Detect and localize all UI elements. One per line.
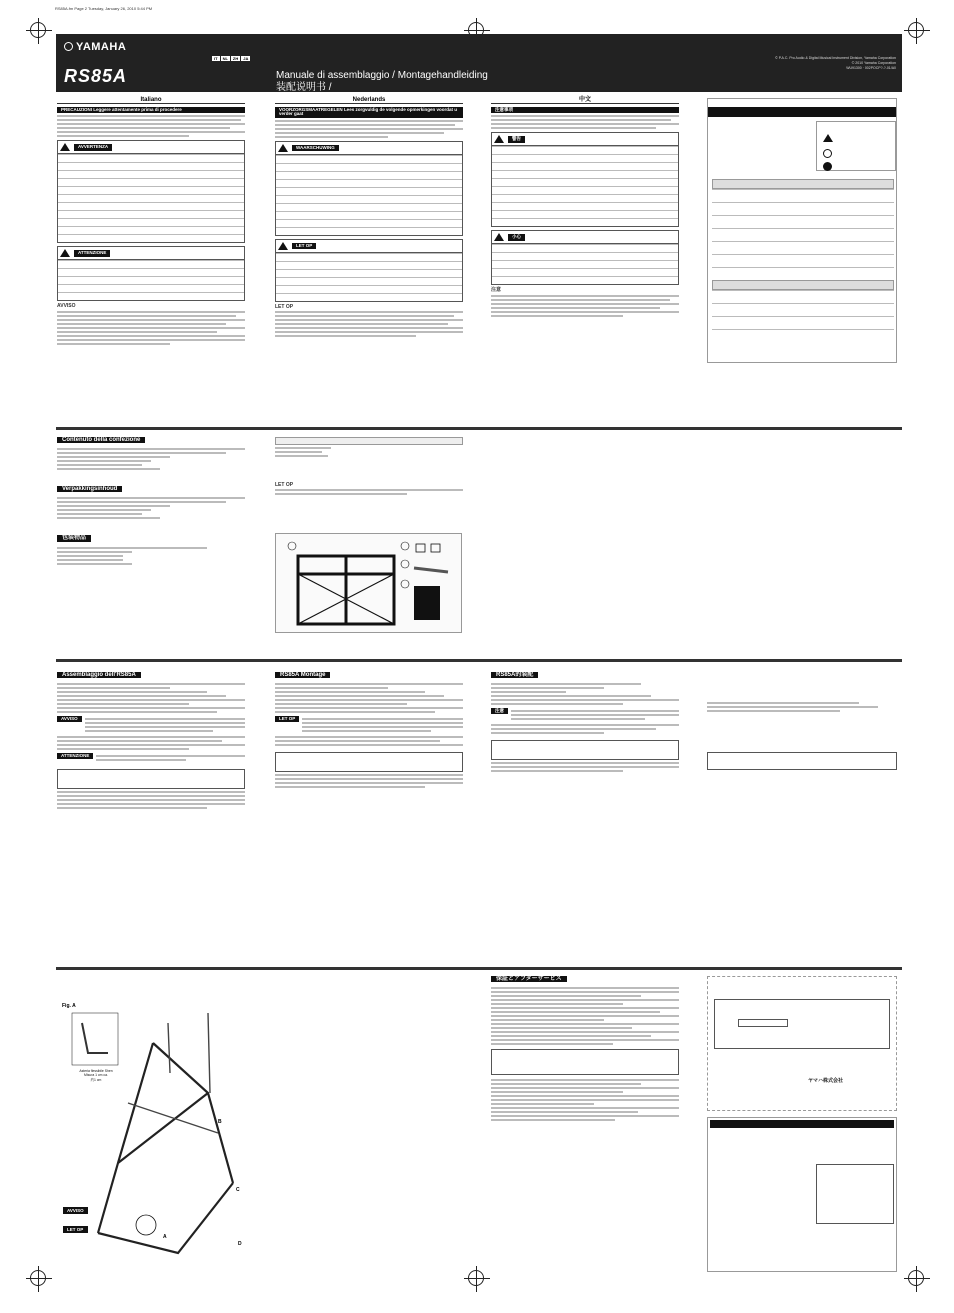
column-heading: Italiano xyxy=(57,98,245,104)
label-d: D xyxy=(238,1241,242,1247)
text-block xyxy=(57,497,245,519)
mandatory-icon xyxy=(823,162,832,171)
assembly-zh xyxy=(491,672,679,774)
text-block xyxy=(57,791,245,809)
caution-box xyxy=(57,246,245,301)
copyright-line: WU91300 · 002POCP?-?-01/A0 xyxy=(846,66,896,70)
text-block xyxy=(707,702,897,712)
copyright-line: © 2010 Yamaha Corporation xyxy=(851,61,896,65)
text-block xyxy=(57,683,245,713)
warning-box xyxy=(491,132,679,227)
info-box xyxy=(57,769,245,789)
caution-triangle-icon xyxy=(494,233,504,241)
rack-assembly-drawing xyxy=(58,983,258,1273)
crop-mark-icon xyxy=(908,22,924,38)
fig-caption xyxy=(66,1069,126,1082)
warning-label: AVVERTENZA xyxy=(74,144,112,150)
caution-label: ATTENZIONE xyxy=(74,250,110,256)
column-heading: Nederlands xyxy=(275,98,463,104)
notice-heading: AVVISO xyxy=(57,303,76,310)
warranty-card xyxy=(707,976,897,1111)
section-divider xyxy=(56,427,902,430)
service-section xyxy=(491,976,679,1123)
contents-title-zh: 包装物品 xyxy=(57,535,91,541)
title-line: Manuale di assemblaggio / Montagehandleiding xyxy=(276,70,488,81)
text-block xyxy=(275,489,463,495)
notice-label: LET OP xyxy=(63,1226,88,1233)
lang-badge: NL xyxy=(222,56,228,61)
text-block xyxy=(275,447,463,457)
text-block xyxy=(275,683,463,713)
caption-line: 约1 cm xyxy=(90,1077,102,1082)
info-box xyxy=(707,752,897,770)
assembly-title-nl: RS85A Montage xyxy=(275,672,330,678)
warning-label: 警告 xyxy=(508,136,525,142)
notice-heading: 注意 xyxy=(491,287,502,294)
precautions-subtitle: Leggere attentamente prima di procedere xyxy=(93,107,182,113)
japanese-precautions xyxy=(707,98,897,363)
contents-continued xyxy=(275,437,463,497)
rack-frame-illustration xyxy=(276,534,463,634)
company-name: ヤマハ株式会社 xyxy=(808,1078,843,1084)
caption-line: Asteria flessibile Shen xyxy=(79,1069,113,1073)
caution-label: ATTENZIONE xyxy=(57,753,93,759)
notice-label: AVVISO xyxy=(57,716,82,722)
text-block xyxy=(491,115,679,129)
assembly-ja xyxy=(707,700,897,770)
warning-triangle-icon xyxy=(494,135,504,143)
assembly-it xyxy=(57,672,245,811)
copyright-line: © P.A.C. Pro Audio & Digital Musical Instrument Division, Yamaha Corporation xyxy=(775,56,896,60)
page-header xyxy=(56,34,902,92)
warning-box xyxy=(275,141,463,236)
info-box xyxy=(275,752,463,772)
print-slug: RS85A.fm Page 2 Tuesday, January 26, 2010 5:44 PM xyxy=(55,6,153,11)
prohibited-icon xyxy=(823,149,832,158)
page-title xyxy=(276,70,488,94)
text-block xyxy=(57,547,245,565)
dutch-precautions xyxy=(275,98,463,339)
warning-label: WAARSCHUWING xyxy=(292,145,339,151)
text-block xyxy=(491,987,679,1045)
model-name: RS85A xyxy=(64,66,128,86)
language-badges xyxy=(212,56,250,61)
text-block xyxy=(275,311,463,337)
section-divider xyxy=(56,659,902,662)
notice-heading: LET OP xyxy=(275,482,294,488)
warranty-terms xyxy=(707,1117,897,1272)
caution-box xyxy=(275,239,463,302)
notice-heading: LET OP xyxy=(275,303,294,310)
contents-diagram xyxy=(275,533,462,633)
contents-section xyxy=(57,437,245,567)
caution-triangle-icon xyxy=(278,242,288,250)
tuning-fork-icon xyxy=(64,42,73,51)
text-block xyxy=(57,736,245,750)
text-block xyxy=(57,115,245,137)
crop-mark-icon xyxy=(30,1270,46,1286)
brand-logo xyxy=(64,41,126,53)
caution-box xyxy=(491,230,679,285)
info-box xyxy=(491,740,679,760)
label-a: A xyxy=(163,1234,167,1240)
text-block xyxy=(275,736,463,746)
notice-label: LET OP xyxy=(275,716,299,722)
crop-mark-icon xyxy=(30,22,46,38)
notice-label: 注意 xyxy=(491,708,508,714)
fig-label: Fig. A xyxy=(62,1003,76,1009)
caption-line: Misura 1 cm ca. xyxy=(84,1073,108,1078)
caution-label: 小心 xyxy=(508,234,525,240)
warning-box xyxy=(57,140,245,243)
italian-precautions xyxy=(57,98,245,347)
precautions-subtitle: Lees zorgvuldig de volgende opmerkingen voordat u verder gaat xyxy=(279,107,457,117)
contents-title-it: Contenuto della confezione xyxy=(57,437,145,443)
lang-badge: ZH xyxy=(232,56,239,61)
warning-triangle-icon xyxy=(278,144,288,152)
text-block xyxy=(275,120,463,138)
caution-label: LET OP xyxy=(292,243,316,249)
precautions-title: VOORZORGSMAATREGELEN xyxy=(279,107,343,113)
copyright-block xyxy=(775,56,896,71)
column-heading: 中文 xyxy=(491,98,679,104)
contents-title-nl: Verpakkingsinhoud xyxy=(57,486,122,492)
subtitle-line: 装配说明书 / xyxy=(276,82,332,93)
text-block xyxy=(491,295,679,317)
assembly-illustration xyxy=(58,983,258,1273)
precautions-bar xyxy=(275,107,463,117)
precautions-bar xyxy=(57,107,245,113)
text-block xyxy=(491,683,679,705)
text-block xyxy=(57,311,245,345)
contact-box xyxy=(491,1049,679,1075)
crop-mark-icon xyxy=(908,1270,924,1286)
caution-triangle-icon xyxy=(60,249,70,257)
lang-badge: JA xyxy=(243,56,249,61)
text-block xyxy=(491,724,679,734)
assembly-title-it: Assemblaggio dell'RS85A xyxy=(57,672,141,678)
notice-label: AVVISO xyxy=(63,1207,88,1214)
warning-triangle-icon xyxy=(60,143,70,151)
precautions-bar: 注意事项 xyxy=(491,107,679,113)
assembly-title-zh: RS85A的装配 xyxy=(491,672,538,678)
precautions-title: PRECAUZIONI xyxy=(61,107,93,113)
assembly-nl xyxy=(275,672,463,790)
warning-triangle-icon xyxy=(823,134,833,142)
service-title: 保証とアフターサービス xyxy=(491,976,567,982)
crop-mark-icon xyxy=(468,1270,484,1286)
text-block xyxy=(57,448,245,470)
section-divider xyxy=(56,967,902,970)
lang-badge: IT xyxy=(214,56,218,61)
chinese-precautions xyxy=(491,98,679,319)
label-b: B xyxy=(218,1119,222,1125)
label-c: C xyxy=(236,1187,240,1193)
text-block xyxy=(491,762,679,772)
text-block xyxy=(491,1079,679,1121)
brand-name: YAMAHA xyxy=(76,41,127,53)
text-block xyxy=(275,774,463,788)
